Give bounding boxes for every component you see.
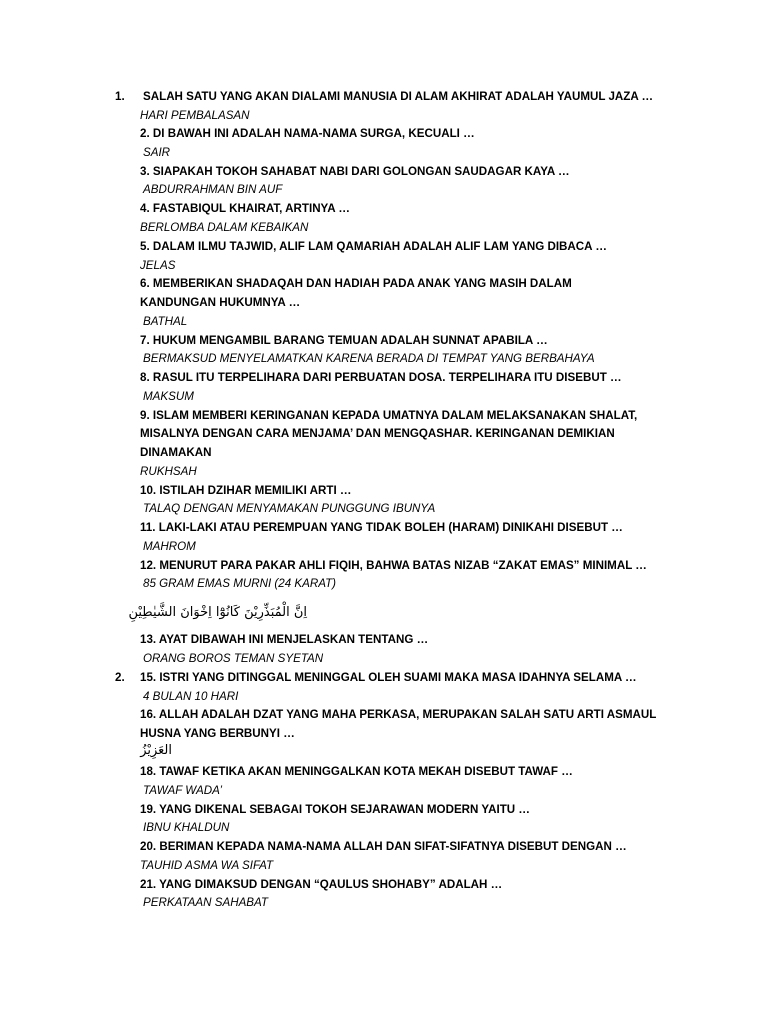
question-11-line: 11. LAKI-LAKI ATAU PEREMPUAN YANG TIDAK BOLEH (HARAM) DINIKAHI DISEBUT … — [140, 521, 623, 534]
answer-18: TAWAF WADA’ — [143, 784, 223, 797]
question-9-line-2: MISALNYA DENGAN CARA MENJAMA’ DAN MENGQASHAR. KERINGANAN DEMIKIAN — [140, 427, 615, 440]
answer-11: MAHROM — [143, 540, 196, 553]
answer-4: BERLOMBA DALAM KEBAIKAN — [140, 221, 309, 234]
question-10-line: 10. ISTILAH DZIHAR MEMILIKI ARTI … — [140, 484, 352, 497]
answer-6: BATHAL — [143, 315, 188, 328]
question-5-line: 5. DALAM ILMU TAJWID, ALIF LAM QAMARIAH ADALAH ALIF LAM YANG DIBACA … — [140, 240, 607, 253]
question-4-line: 4. FASTABIQUL KHAIRAT, ARTINYA … — [140, 202, 350, 215]
question-3-line: 3. SIAPAKAH TOKOH SAHABAT NABI DARI GOLONGAN SAUDAGAR KAYA … — [140, 165, 570, 178]
answer-1: HARI PEMBALASAN — [140, 109, 250, 122]
question-19-line: 19. YANG DIKENAL SEBAGAI TOKOH SEJARAWAN MODERN YAITU … — [140, 803, 530, 816]
answer-20: TAUHID ASMA WA SIFAT — [140, 859, 274, 872]
question-20-line: 20. BERIMAN KEPADA NAMA-NAMA ALLAH DAN SIFAT-SIFATNYA DISEBUT DENGAN … — [140, 840, 627, 853]
question-15-line: 15. ISTRI YANG DITINGGAL MENINGGAL OLEH SUAMI MAKA MASA IDAHNYA SELAMA … — [140, 671, 637, 684]
answer-9: RUKHSAH — [140, 465, 197, 478]
list-marker-1: 1. — [115, 90, 125, 103]
question-13-line: 13. AYAT DIBAWAH INI MENJELASKAN TENTANG … — [140, 633, 429, 646]
question-12-line: 12. MENURUT PARA PAKAR AHLI FIQIH, BAHWA BATAS NIZAB “ZAKAT EMAS” MINIMAL … — [140, 559, 647, 572]
question-8-line: 8. RASUL ITU TERPELIHARA DARI PERBUATAN DOSA. TERPELIHARA ITU DISEBUT … — [140, 371, 622, 384]
question-2-line: 2. DI BAWAH INI ADALAH NAMA-NAMA SURGA, KECUALI … — [140, 127, 475, 140]
question-9-line-1: 9. ISLAM MEMBERI KERINGANAN KEPADA UMATNYA DALAM MELAKSANAKAN SHALAT, — [140, 409, 638, 422]
answer-7: BERMAKSUD MENYELAMATKAN KARENA BERADA DI TEMPAT YANG BERBAHAYA — [143, 352, 595, 365]
answer-8: MAKSUM — [143, 390, 194, 403]
arabic-verse: اِنَّ الْمُبَذِّرِيْنَ كَانُوْٓا اِخْوَانَ الشَّيٰطِيْنِ — [128, 605, 307, 620]
question-18-line: 18. TAWAF KETIKA AKAN MENINGGALKAN KOTA MEKAH DISEBUT TAWAF … — [140, 765, 573, 778]
answer-12: 85 GRAM EMAS MURNI (24 KARAT) — [143, 577, 337, 590]
answer-10: TALAQ DENGAN MENYAMAKAN PUNGGUNG IBUNYA — [143, 502, 436, 515]
question-1-line: SALAH SATU YANG AKAN DIALAMI MANUSIA DI ALAM AKHIRAT ADALAH YAUMUL JAZA … — [143, 90, 654, 103]
question-21-line: 21. YANG DIMAKSUD DENGAN “QAULUS SHOHABY” ADALAH … — [140, 878, 503, 891]
question-16-line-2: HUSNA YANG BERBUNYI … — [140, 727, 295, 740]
answer-3: ABDURRAHMAN BIN AUF — [143, 183, 283, 196]
answer-19: IBNU KHALDUN — [143, 821, 230, 834]
answer-16-arabic: العَزِيْزُ — [140, 743, 172, 758]
answer-2: SAIR — [143, 146, 171, 159]
question-6-line-2: KANDUNGAN HUKUMNYA … — [140, 296, 301, 309]
question-9-line-3: DINAMAKAN — [140, 446, 212, 459]
answer-15: 4 BULAN 10 HARI — [143, 690, 239, 703]
answer-13: ORANG BOROS TEMAN SYETAN — [143, 652, 324, 665]
answer-21: PERKATAAN SAHABAT — [143, 896, 268, 909]
question-7-line: 7. HUKUM MENGAMBIL BARANG TEMUAN ADALAH SUNNAT APABILA … — [140, 334, 548, 347]
list-marker-2: 2. — [115, 671, 125, 684]
question-16-line-1: 16. ALLAH ADALAH DZAT YANG MAHA PERKASA, MERUPAKAN SALAH SATU ARTI ASMAUL — [140, 708, 657, 721]
question-6-line-1: 6. MEMBERIKAN SHADAQAH DAN HADIAH PADA ANAK YANG MASIH DALAM — [140, 277, 572, 290]
answer-5: JELAS — [140, 259, 176, 272]
